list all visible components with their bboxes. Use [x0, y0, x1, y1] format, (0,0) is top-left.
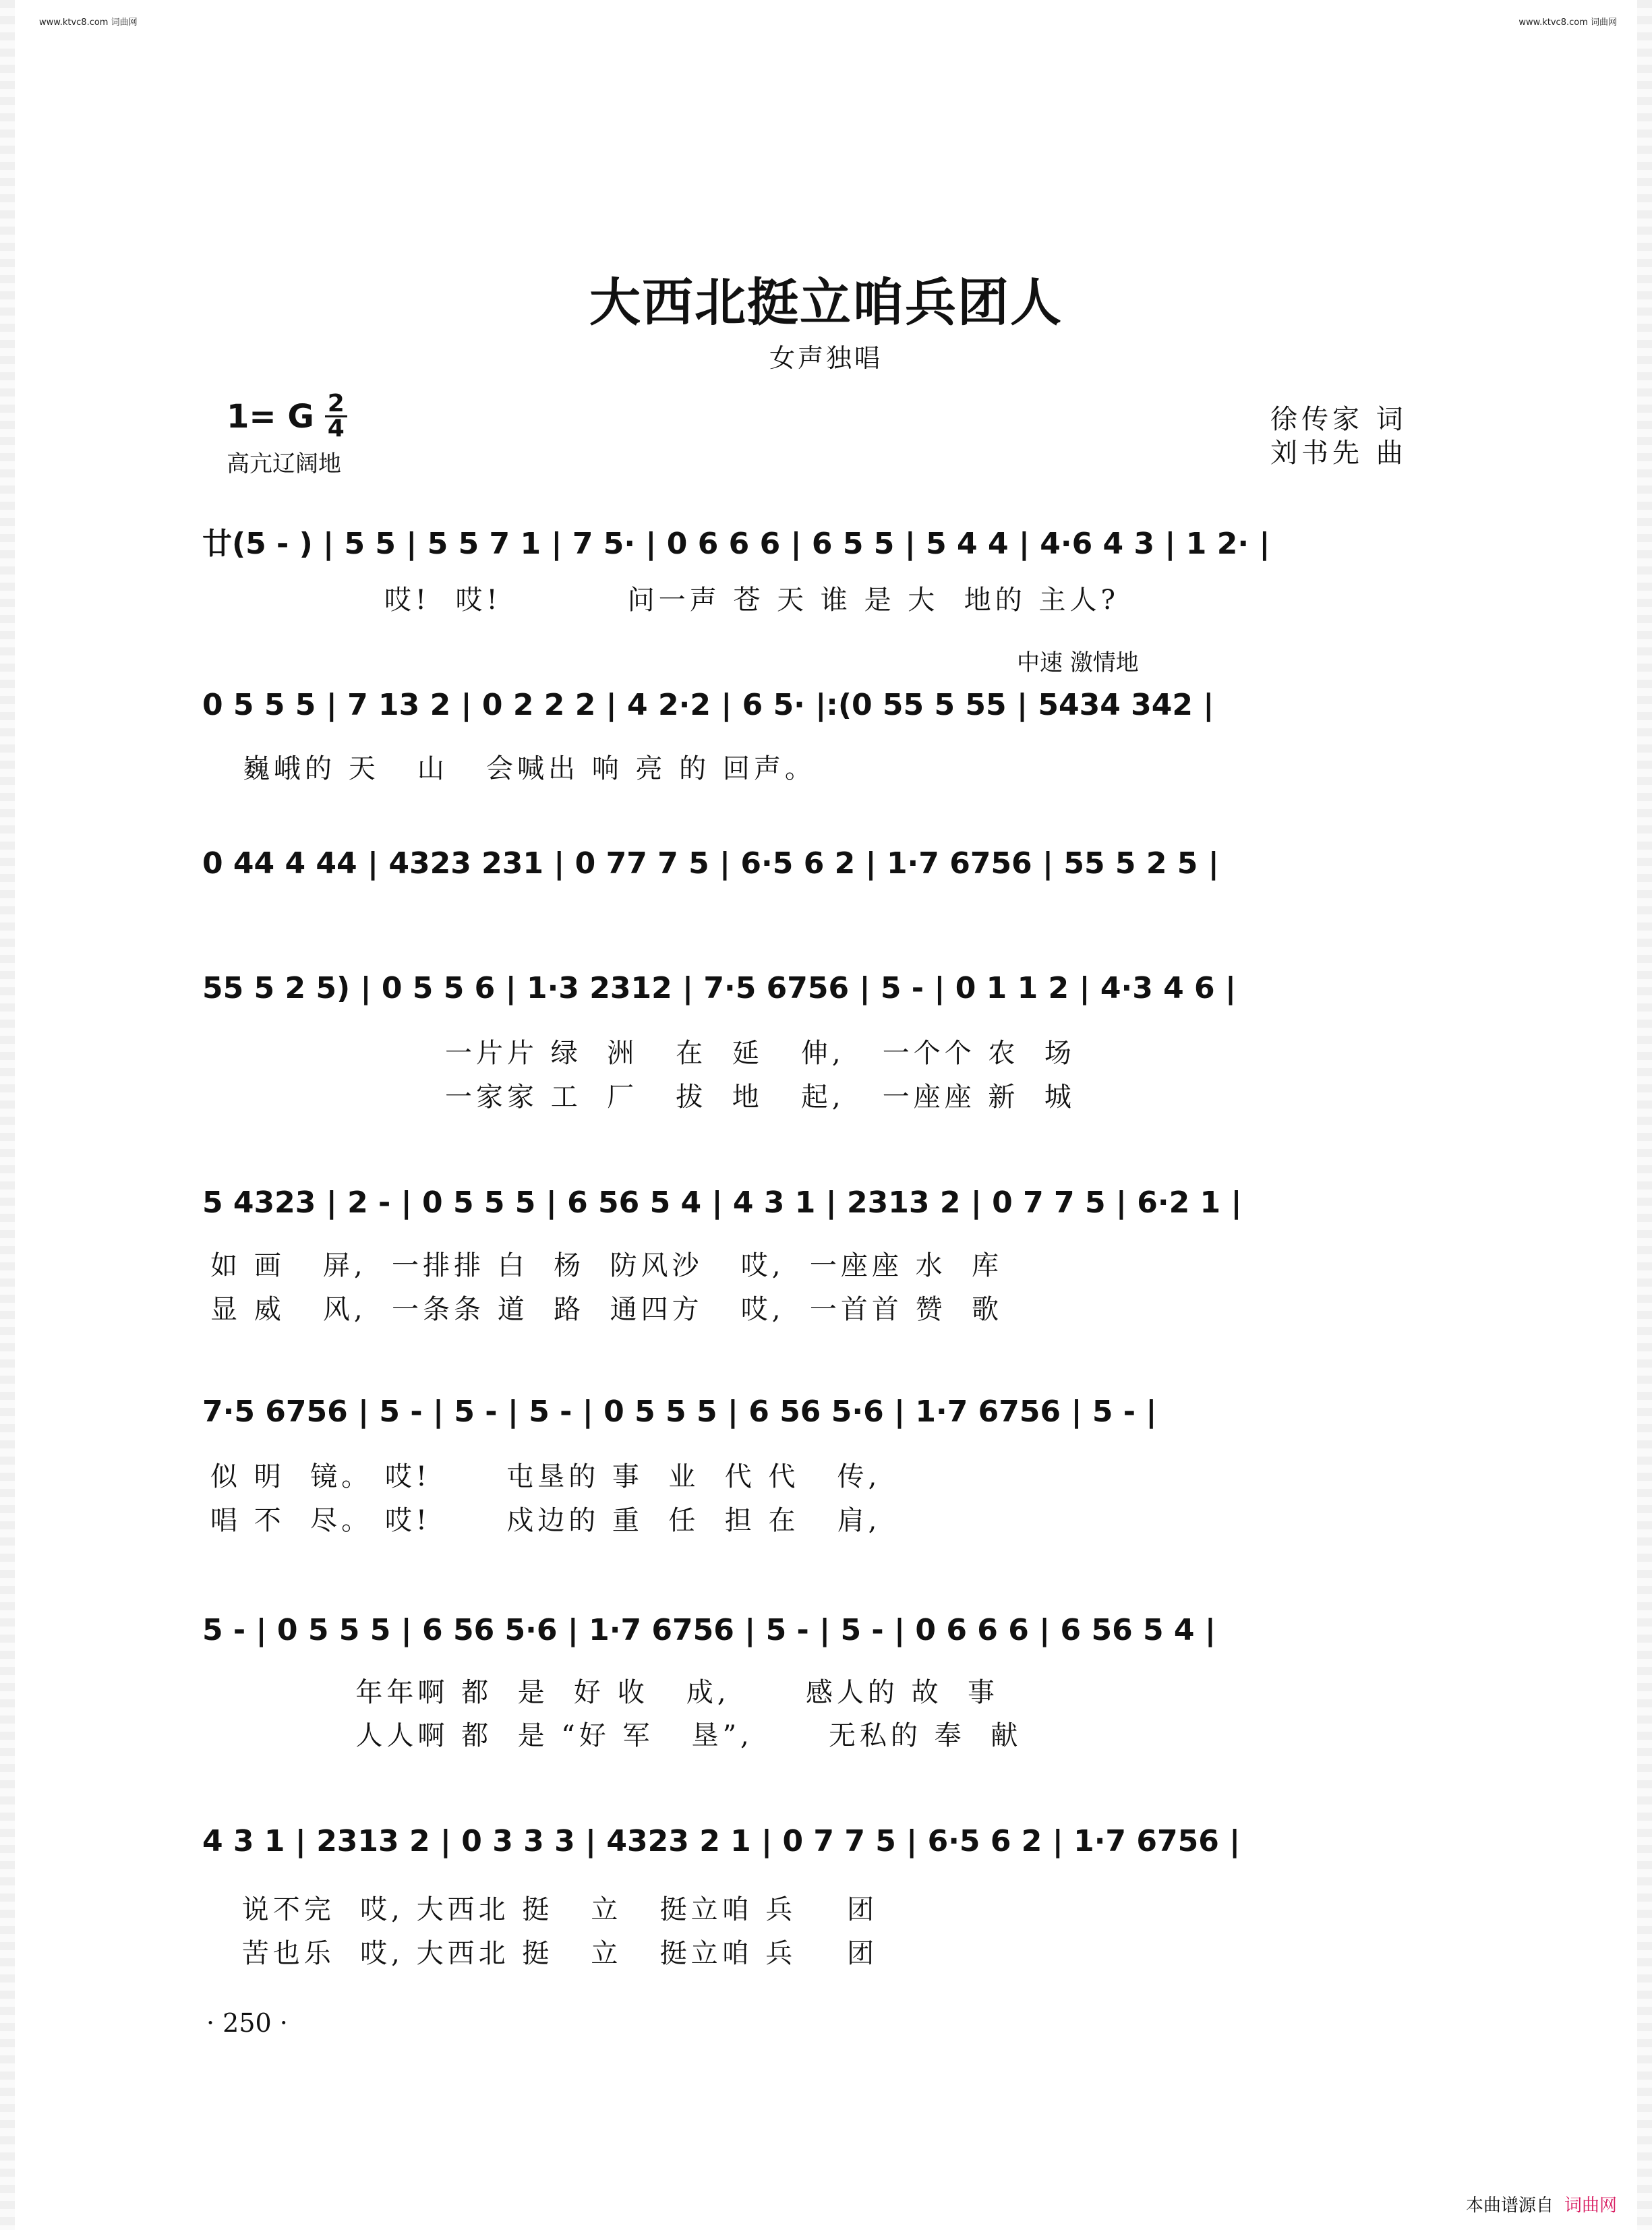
lyric-line-4-verse-1: 一片片 绿 洲 在 延 伸, 一个个 农 场 — [445, 1038, 1075, 1069]
time-signature — [325, 392, 347, 440]
footer-text: 本曲谱源自 — [1465, 2196, 1554, 2216]
time-signature-denominator: 4 — [327, 415, 345, 442]
notation-line-5: 5 4323 | 2 - | 0 5 5 5 | 6 56 5 4 | 4 3 1 | 2313 2 | 0 7 7 5 | 6·2 1 | — [202, 1185, 1242, 1220]
song-title: 大西北挺立咱兵团人 — [589, 272, 1063, 332]
notation-line-1: 廿(5 - ) | 5 5 | 5 5 7 1 | 7 5· | 0 6 6 6 | 6 5 5 | 5 4 4 | 4·6 4 3 | 1 2· | — [202, 527, 1270, 561]
tempo-mark-2: 中速 激情地 — [1017, 649, 1139, 676]
key-signature: 1= G — [227, 397, 314, 436]
lyric-line-2-verse-1: 巍峨的 天 山 会喊出 响 亮 的 回声。 — [243, 753, 816, 784]
notation-line-6: 7·5 6756 | 5 - | 5 - | 5 - | 0 5 5 5 | 6 56 5·6 | 1·7 6756 | 5 - | — [202, 1395, 1157, 1429]
lyric-line-8-verse-1: 说不完 哎, 大西北 挺 立 挺立咱 兵 团 — [229, 1894, 879, 1925]
notation-line-4: 55 5 2 5) | 0 5 5 6 | 1·3 2312 | 7·5 6756 | 5 - | 0 1 1 2 | 4·3 4 6 | — [202, 971, 1237, 1005]
song-subtitle: 女声独唱 — [769, 343, 883, 373]
notation-line-7: 5 - | 0 5 5 5 | 6 56 5·6 | 1·7 6756 | 5 - | 5 - | 0 6 6 6 | 6 56 5 4 | — [202, 1613, 1216, 1647]
page-number: · 250 · — [206, 2008, 288, 2038]
footer-source — [1466, 2192, 1617, 2217]
lyric-line-8-verse-2: 苦也乐 哎, 大西北 挺 立 挺立咱 兵 团 — [229, 1938, 879, 1969]
footer-brand-link[interactable]: 词曲网 — [1564, 2196, 1617, 2216]
lyric-line-1-verse-1: 哎! 哎! 问一声 苍 天 谁 是 大 地的 主人? — [384, 585, 1119, 616]
lyric-line-6-verse-2: 唱 不 尽。 哎! 戍边的 重 任 担 在 肩, — [210, 1505, 881, 1536]
lyric-line-5-verse-2: 显 威 风, 一条条 道 路 通四方 哎, 一首首 赞 歌 — [210, 1294, 1003, 1325]
lyric-line-6-verse-1: 似 明 镜。 哎! 屯垦的 事 业 代 代 传, — [210, 1461, 881, 1492]
notation-line-3: 0 44 4 44 | 4323 231 | 0 77 7 5 | 6·5 6 2 | 1·7 6756 | 55 5 2 5 | — [202, 846, 1219, 881]
lyric-line-5-verse-1: 如 画 屏, 一排排 白 杨 防风沙 哎, 一座座 水 库 — [210, 1250, 1003, 1281]
header-right-watermark: www.ktvc8.com 词曲网 — [1518, 18, 1617, 28]
time-signature-numerator: 2 — [325, 392, 347, 417]
lyric-line-7-verse-2: 人人啊 都 是 “好 军 垦”, 无私的 奉 献 — [330, 1720, 1022, 1751]
notation-line-2: 0 5 5 5 | 7 13 2 | 0 2 2 2 | 4 2·2 | 6 5· |:(0 55 5 55 | 5434 342 | — [202, 688, 1214, 722]
key-signature-block — [227, 392, 347, 440]
notation-line-8: 4 3 1 | 2313 2 | 0 3 3 3 | 4323 2 1 | 0 7 7 5 | 6·5 6 2 | 1·7 6756 | — [202, 1824, 1241, 1858]
header-left-watermark: www.ktvc8.com 词曲网 — [39, 18, 138, 28]
lyric-line-7-verse-1: 年年啊 都 是 好 收 成, 感人的 故 事 — [330, 1677, 999, 1708]
composer-credit: 刘书先 曲 — [1270, 438, 1407, 469]
lyricist-credit: 徐传家 词 — [1270, 404, 1407, 435]
lyric-line-4-verse-2: 一家家 工 厂 拔 地 起, 一座座 新 城 — [445, 1082, 1075, 1113]
tempo-intro: 高亢辽阔地 — [227, 450, 341, 477]
